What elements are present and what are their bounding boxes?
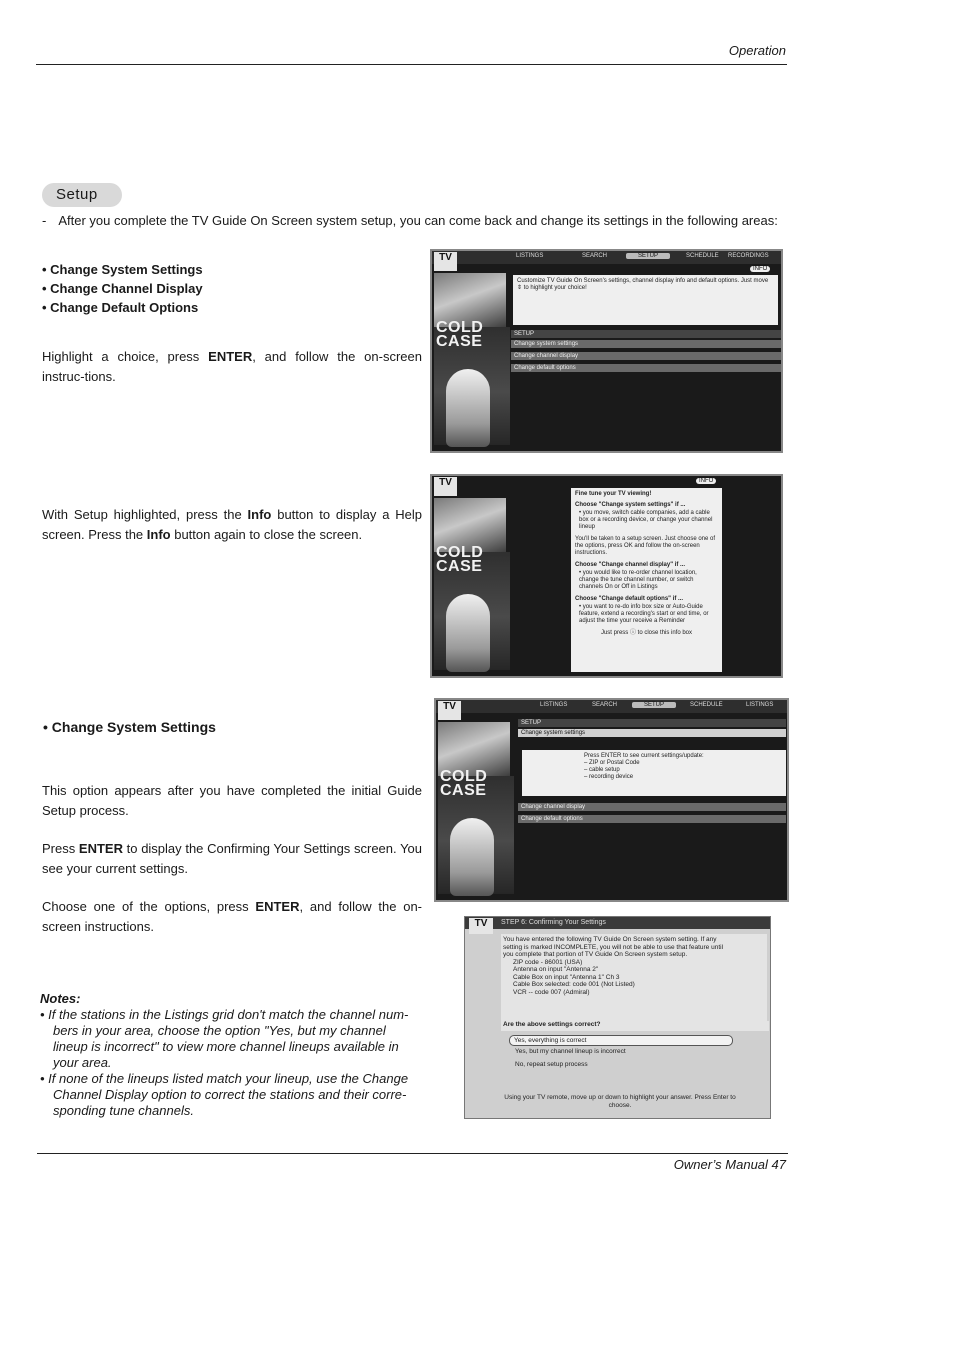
tab-label: LISTINGS xyxy=(516,253,544,259)
menu-item: Change default options xyxy=(518,815,786,823)
step-title: STEP 6: Confirming Your Settings xyxy=(465,917,770,929)
section-header: Operation xyxy=(728,43,786,58)
page-footer: Owner’s Manual 47 xyxy=(673,1157,786,1172)
answer-option: Yes, but my channel lineup is incorrect xyxy=(515,1048,626,1055)
intro-text: After you complete the TV Guide On Screen system setup, you can come back and change its settings in the following areas: xyxy=(58,213,778,228)
help-line: You'll be taken to a setup screen. Just choose one of the options, press OK and follow the on-screen instructions. xyxy=(575,536,716,556)
help-line: • you move, switch cable companies, add a cable box or a recording device, or change your channel lineup xyxy=(579,510,713,530)
answer-option: Yes, everything is correct xyxy=(509,1035,733,1046)
summary-line: Cable Box on input "Antenna 1" Ch 3 xyxy=(513,973,620,981)
tab-bar xyxy=(436,700,787,713)
setup-intro xyxy=(42,213,778,228)
tv-guide-logo: TV xyxy=(434,477,457,496)
help-screen-screenshot xyxy=(430,474,783,678)
confirm-settings-screenshot xyxy=(464,916,771,1119)
system-settings-screenshot xyxy=(434,698,789,902)
summary-line: ZIP code - 86001 (USA) xyxy=(513,958,583,966)
setup-label: SETUP xyxy=(511,330,781,338)
help-text-panel xyxy=(571,488,722,672)
setup-label: SETUP xyxy=(518,719,786,727)
summary-line: You have entered the following TV Guide On Screen system setting. If any xyxy=(503,936,717,943)
answer-option: No, repeat setup process xyxy=(515,1061,588,1068)
menu-item: Change default options xyxy=(511,364,781,372)
tab-label: RECORDINGS xyxy=(728,253,769,259)
change-system-settings-heading: • Change System Settings xyxy=(43,719,216,735)
setup-menu-screenshot xyxy=(430,249,783,453)
summary-line: Antenna on input "Antenna 2" xyxy=(513,966,599,973)
tab-label: SCHEDULE xyxy=(686,253,719,259)
system-settings-paragraph-3: Choose one of the options, press ENTER, and follow the on-screen instructions. xyxy=(42,899,422,934)
footer-rule xyxy=(37,1153,788,1154)
detail-line: – cable setup xyxy=(584,767,620,773)
note-item: • If none of the lineups listed match your lineup, use the Change Channel Display option to correct the stations and their corre-sponding tune channels. xyxy=(40,1071,409,1118)
remote-hint: Using your TV remote, move up or down to highlight your answer. Press Enter to choose. xyxy=(504,1094,736,1109)
selected-menu-item: Change system settings xyxy=(518,729,786,737)
tab-label: SEARCH xyxy=(582,253,608,259)
help-line: Choose "Change channel display" if ... xyxy=(575,562,686,568)
tv-guide-logo: TV xyxy=(438,701,461,720)
detail-line: Press ENTER to see current settings/update: xyxy=(584,753,704,759)
settings-summary xyxy=(501,934,767,1022)
promo-portrait xyxy=(450,818,494,896)
promo-title: COLD CASE xyxy=(436,319,484,350)
help-line: • you would like to re-order channel location, change the tune channel number, or switch channels On or Off in Listings xyxy=(579,570,697,590)
highlight-paragraph: Highlight a choice, press ENTER, and follow the on-screen instruc-tions. xyxy=(42,349,422,384)
menu-item: Change system settings xyxy=(511,340,781,348)
header-rule xyxy=(36,64,787,65)
tv-guide-logo: TV xyxy=(434,252,457,271)
tab-label: SETUP xyxy=(632,702,676,708)
system-settings-paragraph-2: Press ENTER to display the Confirming Your Settings screen. You see your current settings. xyxy=(42,841,423,876)
option-item: • Change Channel Display xyxy=(42,281,203,296)
info-icon: INFO xyxy=(696,478,716,484)
summary-line: VCR -- code 007 (Admiral) xyxy=(513,988,590,996)
tab-label: LISTINGS xyxy=(746,702,774,708)
summary-line: setting is marked INCOMPLETE, you will not be able to use that feature until xyxy=(503,943,724,951)
promo-title: COLD CASE xyxy=(440,768,488,799)
tab-label: LISTINGS xyxy=(540,702,568,708)
tab-label: SEARCH xyxy=(592,702,618,708)
option-item: • Change Default Options xyxy=(42,300,199,315)
tab-bar xyxy=(432,251,781,264)
promo-portrait xyxy=(446,594,490,672)
detail-line: – ZIP or Postal Code xyxy=(584,760,640,766)
detail-line: – recording device xyxy=(584,774,634,780)
promo-portrait xyxy=(446,369,490,447)
help-line: Choose "Change default options" if ... xyxy=(575,596,684,602)
info-icon: INFO xyxy=(750,266,770,272)
system-settings-paragraph-1: This option appears after you have completed the initial Guide Setup process. xyxy=(42,783,422,818)
setup-title: Setup xyxy=(42,183,122,207)
promo-title: COLD CASE xyxy=(436,544,484,575)
settings-detail-panel xyxy=(522,750,786,796)
help-line: • you want to re-do info box size or Auto-Guide feature, extend a recording's start or end time, or adjust the time your receive a Reminder xyxy=(579,604,709,624)
note-item: • If the stations in the Listings grid don't match the channel num-bers in your area, choose the option "Yes, but my channel lineup is incorrect" to view more channel lineups available in your area. xyxy=(40,1007,409,1070)
notes-title: Notes: xyxy=(40,991,81,1006)
option-item: • Change System Settings xyxy=(42,262,203,277)
help-line: Choose "Change system settings" if ... xyxy=(575,502,686,508)
help-line: Fine tune your TV viewing! xyxy=(575,491,652,497)
intro-dash: - xyxy=(42,213,47,228)
summary-line: Cable Box selected: code 001 (Not Listed) xyxy=(513,981,635,988)
confirm-question: Are the above settings correct? xyxy=(501,1021,769,1031)
tab-label: SETUP xyxy=(626,253,670,259)
help-paragraph: With Setup highlighted, press the Info button to display a Help screen. Press the Info button again to close the screen. xyxy=(42,507,423,542)
menu-item: Change channel display xyxy=(518,803,786,811)
tv-guide-logo: TV xyxy=(469,918,493,934)
menu-item: Change channel display xyxy=(511,352,781,360)
help-line: Just press ⓘ to close this info box xyxy=(600,630,693,636)
setup-description: Customize TV Guide On Screen's settings, channel display info and default options. Just move ⇕ to highlight your choice! xyxy=(513,275,778,325)
tab-label: SCHEDULE xyxy=(690,702,723,708)
summary-line: you complete that portion of TV Guide On Screen system setup. xyxy=(503,951,688,958)
